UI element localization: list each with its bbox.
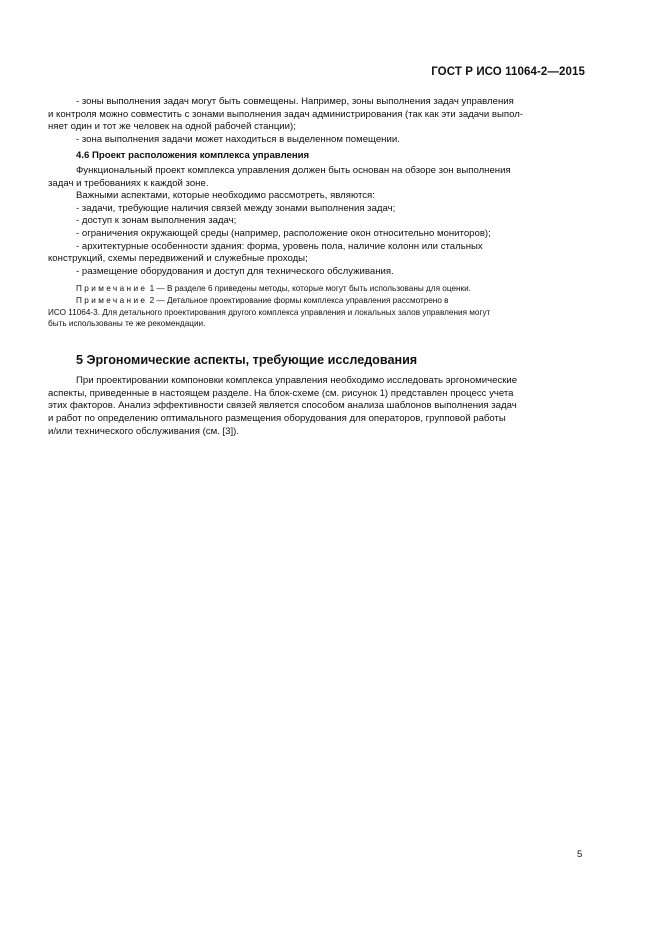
- list-item: - задачи, требующие наличия связей между зонами выполнения задач;: [76, 202, 396, 214]
- subsection-body: [48, 164, 585, 330]
- paragraph-line: этих факторов. Анализ эффективности связей является способом анализа шаблонов выполнения задач: [48, 400, 517, 412]
- page-body: [48, 96, 585, 438]
- paragraph: Важными аспектами, которые необходимо рассмотреть, являются:: [76, 190, 375, 202]
- paragraph-line: и работ по определению оптимального размещения оборудования для операторов, групповой работы: [48, 413, 506, 425]
- paragraph-line: аспекты, приведенные в настоящем разделе. На блок-схеме (см. рисунок 1) представлен процесс учета: [48, 387, 514, 399]
- list-item: - зона выполнения задачи может находиться в выделенном помещении.: [76, 133, 400, 145]
- standard-code: ГОСТ Р ИСО 11064-2—2015: [431, 66, 585, 78]
- note-label: Примечание: [76, 284, 148, 294]
- note-text-line: быть использованы те же рекомендации.: [48, 319, 206, 329]
- paragraph-line: При проектировании компоновки комплекса управления необходимо исследовать эргономические: [76, 375, 518, 387]
- paragraph-line: Функциональный проект комплекса управления должен быть основан на обзоре зон выполнения: [76, 164, 511, 176]
- note-2: [48, 295, 585, 330]
- note-1: [76, 283, 585, 295]
- intro-list: [48, 96, 585, 146]
- list-item-line: и контроля можно совместить с зонами выполнения задач администрирования (так как эти задачи выпол-: [48, 108, 524, 120]
- list-item-line: конструкций, схемы передвижений и служебные проходы;: [48, 253, 308, 265]
- note-text: 2 — Детальное проектирование формы комплекса управления рассмотрено в: [147, 295, 449, 305]
- list-item: - ограничения окружающей среды (например, расположение окон относительно мониторов);: [76, 227, 491, 239]
- paragraph-line: и/или технического обслуживания (см. [3]).: [48, 425, 240, 437]
- note-label: Примечание: [76, 295, 148, 305]
- note-text: 1 — В разделе 6 приведены методы, которые могут быть использованы для оценки.: [147, 284, 471, 294]
- section-heading: 5 Эргономические аспекты, требующие исследования: [76, 352, 418, 367]
- paragraph-line: задач и требованиях к каждой зоне.: [48, 177, 209, 189]
- list-item: - размещение оборудования и доступ для технического обслуживания.: [76, 265, 394, 277]
- list-item-line: няет один и тот же человек на одной рабочей станции);: [48, 121, 296, 133]
- page-number: 5: [577, 849, 583, 860]
- list-item-line: - архитектурные особенности здания: форма, уровень пола, наличие колонн или стальных: [76, 240, 483, 252]
- list-item-line: - зоны выполнения задач могут быть совмещены. Например, зоны выполнения задач управления: [76, 96, 514, 107]
- list-item: - доступ к зонам выполнения задач;: [76, 215, 237, 227]
- subsection-heading: 4.6 Проект расположения комплекса управления: [76, 150, 310, 162]
- section-body: [48, 375, 585, 438]
- note-text-line: ИСО 11064-3. Для детального проектирования другого комплекса управления и локальных залов управления могут: [48, 307, 491, 317]
